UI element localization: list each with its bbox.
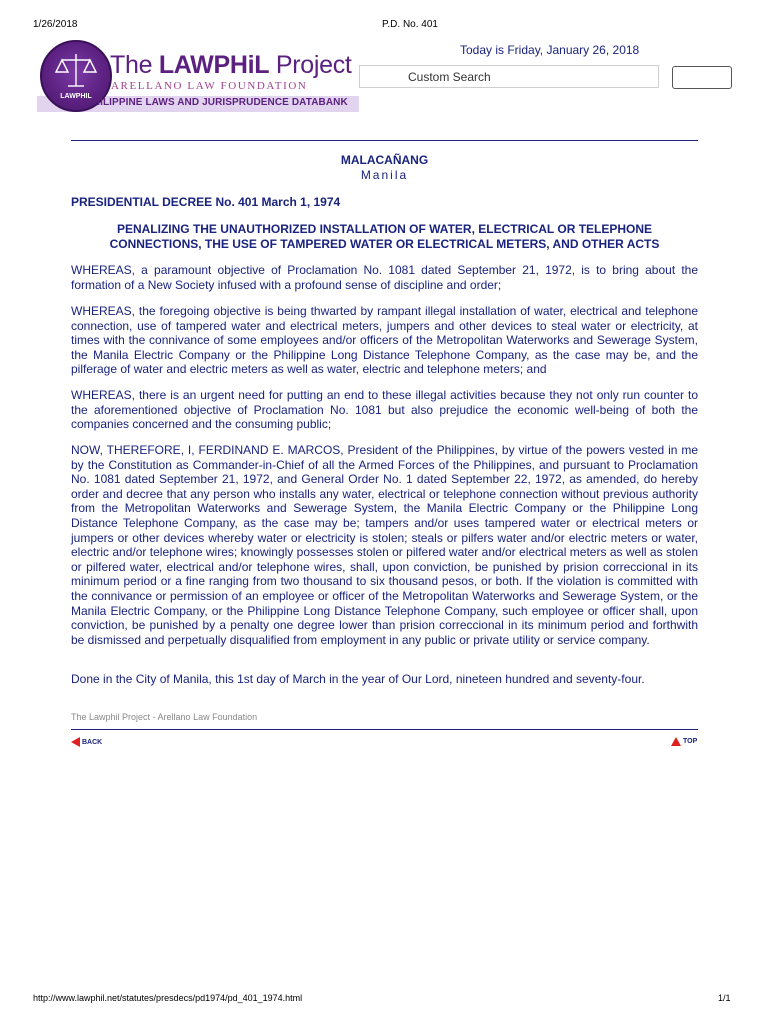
site-tagline: PHILIPPINE LAWS AND JURISPRUDENCE DATABANK bbox=[86, 97, 348, 108]
print-url: http://www.lawphil.net/statutes/presdecs/pd1974/pd_401_1974.html bbox=[33, 993, 303, 1003]
seal-text: LAWPHIL bbox=[60, 93, 92, 100]
site-subtitle: ARELLANO LAW FOUNDATION bbox=[111, 80, 308, 92]
today-date: Today is Friday, January 26, 2018 bbox=[460, 43, 640, 57]
document-heading: MALACAÑANG bbox=[340, 153, 429, 167]
search-button[interactable] bbox=[672, 66, 732, 89]
footer-divider bbox=[71, 729, 698, 730]
print-page-number: 1/1 bbox=[718, 993, 731, 1003]
top-label: TOP bbox=[683, 738, 698, 745]
decree-number: PRESIDENTIAL DECREE No. 401 March 1, 1974 bbox=[71, 195, 341, 209]
back-label: BACK bbox=[82, 738, 103, 746]
decree-title-line-1: PENALIZING THE UNAUTHORIZED INSTALLATION OF WATER, ELECTRICAL OR TELEPHONE bbox=[116, 222, 653, 236]
search-placeholder: Custom Search bbox=[408, 70, 491, 84]
print-date: 1/26/2018 bbox=[33, 19, 78, 30]
paragraph: WHEREAS, the foregoing objective is being thwarted by rampant illegal installation of water, electrical and telephone connection, use of tampered water and electrical meters, jumpers and other devices to steal water or electricity, at times with the connivance of some employees and/or officers of the Metropolitan Waterworks and Sewerage System, the Manila Electric Company or the Philippine Long Distance Telephone Company, as the case may be, and the pilferage of water and electric meters as well as water, electric and telephone meters; and bbox=[71, 304, 698, 377]
header-divider bbox=[71, 140, 698, 141]
decree-title-line-2: CONNECTIONS, THE USE OF TAMPERED WATER OR ELECTRICAL METERS, AND OTHER ACTS bbox=[109, 237, 660, 251]
paragraph: WHEREAS, there is an urgent need for putting an end to these illegal activities because they not only run counter to the aforementioned objective of Proclamation No. 1081 but also prejudice the economic well-being of both the companies concerned and the consuming public; bbox=[71, 388, 698, 432]
paragraph: WHEREAS, a paramount objective of Proclamation No. 1081 dated September 21, 1972, is to bring about the formation of a New Society infused with a profound sense of discipline and order; bbox=[71, 263, 698, 292]
paragraph: NOW, THEREFORE, I, FERDINAND E. MARCOS, President of the Philippines, by virtue of the powers vested in me by the Constitution as Commander-in-Chief of all the Armed Forces of the Philippines, and pursuant to Proclamation No. 1081 dated September 21, 1972, and General Order No. 1 dated September 22, 1972, as amended, do hereby order and decree that any person who installs any water, electrical or telephone connection without previous authority from the Metropolitan Waterworks and Sewerage System, the Manila Electric Company or the Philippine Long Distance Telephone Company, as the case may be; tampers and/or uses tampered water or electrical meters or jumpers or other devices whereby water or electricity is stolen; steals or pilfers water and/or electric meters or water, electric and/or telephone wires; knowingly possesses stolen or pilfered water and/or electrical meters as well as stolen or pilfered water, electrical and/or telephone wires, shall, upon conviction, be punished by prision correccional in its minimum period or a fine ranging from two thousand to six thousand pesos, or both. If the violation is committed with the connivance or permission of an employee or officer of the Metropolitan Waterworks and Sewerage System, or the Manila Electric Company, or the Philippine Long Distance Telephone Company, such employee or officer shall, upon conviction, be punished by a penalty one degree lower than prision correccional in its minimum period and forthwith be dismissed and perpetually disqualified from employment in any public or private utility or service company. bbox=[71, 443, 698, 647]
back-arrow-icon bbox=[71, 737, 80, 747]
back-link[interactable] bbox=[71, 737, 102, 747]
print-doc-title: P.D. No. 401 bbox=[382, 19, 438, 30]
paragraph: Done in the City of Manila, this 1st day of March in the year of Our Lord, nineteen hundred and seventy-four. bbox=[71, 672, 645, 686]
top-link[interactable] bbox=[671, 737, 697, 746]
document-location: Manila bbox=[360, 168, 409, 182]
site-title: The LAWPHiL Project bbox=[110, 51, 352, 79]
search-input[interactable] bbox=[359, 65, 659, 88]
top-arrow-icon bbox=[671, 737, 681, 746]
footer-credit: The Lawphil Project - Arellano Law Foundation bbox=[71, 712, 258, 722]
